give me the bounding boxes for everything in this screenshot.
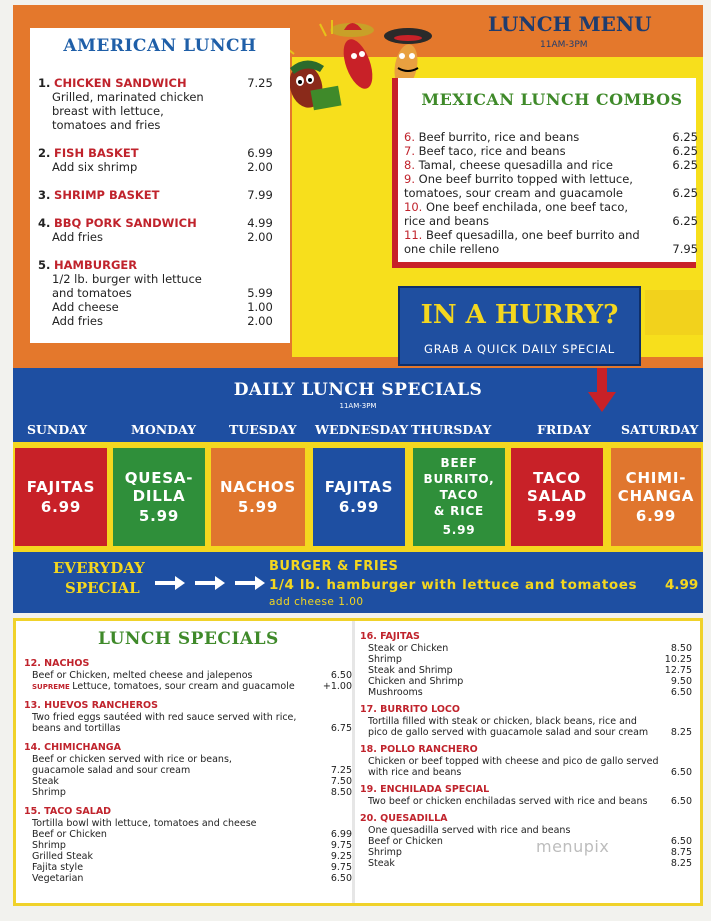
special-description: Beef or Chicken, melted cheese and jalepenos — [32, 670, 253, 681]
special-price: 8.50 — [670, 643, 692, 654]
special-description: Steak — [368, 858, 395, 869]
special-description: Steak and Shrimp — [368, 665, 453, 676]
special-description: Steak or Chicken — [368, 643, 449, 654]
special-price: 6.50 — [670, 767, 692, 778]
watermark: menupix — [536, 837, 610, 856]
special-name: BEEF BURRITO, TACO & RICE — [423, 455, 495, 518]
special-price: 8.25 — [670, 858, 692, 869]
special-tile-saturday — [611, 448, 701, 546]
special-price: +1.00 — [322, 681, 352, 692]
special-description: Shrimp — [368, 654, 402, 665]
right-arrows-icon — [155, 576, 275, 590]
special-tile-tuesday — [211, 448, 305, 546]
special-description: Mushrooms — [368, 687, 423, 698]
item-description: Add cheese — [52, 300, 119, 314]
item-price: 1.00 — [247, 300, 273, 314]
item-price: 6.99 — [247, 146, 273, 160]
item-description: rice and beans — [404, 214, 489, 228]
item-name: BBQ PORK SANDWICH — [54, 216, 197, 230]
days-row — [13, 422, 703, 444]
day-label: THURSDAY — [411, 422, 492, 437]
item-price: 7.25 — [247, 76, 273, 90]
lunch-specials-panel — [13, 618, 703, 906]
special-description: Beef or chicken served with rice or beans, — [32, 754, 232, 765]
special-price: 6.50 — [670, 836, 692, 847]
item-description: One beef enchilada, one beef taco, — [425, 200, 629, 214]
special-price: 6.75 — [330, 723, 352, 734]
special-description: guacamole salad and sour cream — [32, 765, 191, 776]
item-name: CHICKEN SANDWICH — [54, 76, 187, 90]
item-price: 6.25 — [672, 144, 698, 158]
item-number: 7. — [404, 144, 415, 158]
special-price: 12.75 — [664, 665, 692, 676]
everyday-item-price: 4.99 — [665, 577, 699, 593]
item-description: One beef burrito topped with lettuce, — [418, 172, 633, 186]
item-price: 4.99 — [247, 216, 273, 230]
item-description: Add fries — [52, 230, 103, 244]
special-description: Grilled Steak — [32, 851, 94, 862]
hurry-banner — [398, 286, 641, 366]
item-price: 2.00 — [247, 314, 273, 328]
day-label: SUNDAY — [27, 422, 88, 437]
item-description: one chile relleno — [404, 242, 500, 256]
item-number: 11. — [404, 228, 423, 242]
item-price: 6.25 — [672, 158, 698, 172]
column-divider — [352, 621, 355, 903]
special-heading: 16. FAJITAS — [360, 631, 420, 642]
special-price: 6.99 — [635, 506, 677, 525]
special-name: NACHOS — [219, 477, 297, 496]
item-description: Grilled, marinated chicken — [52, 90, 204, 104]
special-name: FAJITAS — [324, 477, 394, 496]
special-heading: 13. HUEVOS RANCHEROS — [24, 700, 158, 711]
special-description: Beef or Chicken — [368, 836, 443, 847]
special-heading: 19. ENCHILADA SPECIAL — [360, 784, 490, 795]
special-description: Chicken or beef topped with cheese and pico de gallo served — [368, 756, 659, 767]
special-line — [32, 787, 344, 799]
daily-specials-title: DAILY LUNCH SPECIALS — [233, 380, 483, 400]
special-description: Two beef or chicken enchiladas served with rice and beans — [368, 796, 648, 807]
special-description: Two fried eggs sautéed with red sauce served with rice, — [32, 712, 297, 723]
special-description: pico de gallo served with guacamole salad and sour cream — [368, 727, 649, 738]
special-description: Chicken and Shrimp — [368, 676, 464, 687]
special-name: QUESA- DILLA — [124, 468, 194, 505]
item-number: 8. — [404, 158, 415, 172]
item-number: 5. — [38, 258, 51, 272]
special-price: 7.25 — [330, 765, 352, 776]
special-price: 8.25 — [670, 727, 692, 738]
item-description: Beef quesadilla, one beef burrito and — [425, 228, 640, 242]
special-tile-wednesday — [313, 448, 405, 546]
special-price: 6.50 — [670, 687, 692, 698]
special-description: Tortilla filled with steak or chicken, black beans, rice and — [368, 716, 637, 727]
special-price: 10.25 — [664, 654, 692, 665]
item-number: 4. — [38, 216, 51, 230]
special-description: One quesadilla served with rice and beans — [368, 825, 571, 836]
everyday-item-title: BURGER & FRIES — [269, 559, 399, 574]
special-price: 6.99 — [338, 497, 380, 516]
special-tile-monday — [113, 448, 205, 546]
special-tile-thursday — [413, 448, 505, 546]
item-number: 1. — [38, 76, 51, 90]
everyday-special-label — [53, 558, 145, 598]
item-price: 6.25 — [672, 186, 698, 200]
special-line — [32, 723, 344, 735]
special-heading: 20. QUESADILLA — [360, 813, 448, 824]
special-price: 6.50 — [330, 670, 352, 681]
day-label: MONDAY — [131, 422, 196, 437]
special-description: Fajita style — [32, 862, 84, 873]
mexican-combos-panel — [392, 78, 696, 268]
day-label: WEDNESDAY — [315, 422, 409, 437]
daily-specials-hours: 11AM-3PM — [339, 402, 377, 410]
supreme-label: SUPREME — [32, 683, 73, 691]
item-price: 2.00 — [247, 230, 273, 244]
special-description: Vegetarian — [32, 873, 84, 884]
special-heading: 14. CHIMICHANGA — [24, 742, 121, 753]
item-name: SHRIMP BASKET — [54, 188, 160, 202]
special-description: with rice and beans — [368, 767, 462, 778]
special-price: 5.99 — [442, 522, 476, 537]
item-number: 2. — [38, 146, 51, 160]
item-price: 7.99 — [247, 188, 273, 202]
item-description: tomatoes, sour cream and guacamole — [404, 186, 623, 200]
item-price: 2.00 — [247, 160, 273, 174]
special-price: 9.50 — [670, 676, 692, 687]
item-description: tomatoes and fries — [52, 118, 161, 132]
item-description: Beef taco, rice and beans — [418, 144, 566, 158]
everyday-item-extra: add cheese 1.00 — [269, 596, 364, 608]
hurry-headline: IN A HURRY? — [420, 300, 619, 330]
special-description: Tortilla bowl with lettuce, tomatoes and cheese — [32, 818, 257, 829]
special-price: 9.25 — [330, 851, 352, 862]
special-heading: 17. BURRITO LOCO — [360, 704, 460, 715]
item-description: Beef burrito, rice and beans — [418, 130, 580, 144]
special-heading: 15. TACO SALAD — [24, 806, 112, 817]
special-line — [32, 681, 344, 693]
special-tile-friday — [511, 448, 603, 546]
day-label: SATURDAY — [621, 422, 699, 437]
special-tile-sunday — [15, 448, 107, 546]
american-lunch-title: AMERICAN LUNCH — [63, 36, 257, 56]
special-description: Shrimp — [368, 847, 402, 858]
special-description: Lettuce, tomatoes, sour cream and guacamole — [72, 681, 295, 692]
special-price: 5.99 — [138, 506, 180, 525]
everyday-item-description: 1/4 lb. hamburger with lettuce and tomatoes — [269, 577, 638, 593]
special-description: Steak — [32, 776, 59, 787]
menu-title: LUNCH MENU — [488, 12, 652, 36]
item-price: 6.25 — [672, 214, 698, 228]
special-name: FAJITAS — [26, 477, 96, 496]
item-number: 9. — [404, 172, 415, 186]
day-label: FRIDAY — [537, 422, 591, 437]
item-description: 1/2 lb. burger with lettuce — [52, 272, 202, 286]
item-price: 7.95 — [672, 242, 698, 256]
menu-hours: 11AM-3PM — [540, 40, 588, 50]
lunch-specials-title: LUNCH SPECIALS — [98, 629, 279, 649]
specials-band — [13, 442, 703, 552]
special-name: TACO SALAD — [526, 468, 588, 505]
special-description: Beef or Chicken — [32, 829, 107, 840]
daily-specials-panel — [13, 368, 703, 613]
special-price: 5.99 — [536, 506, 578, 525]
item-name: FISH BASKET — [54, 146, 139, 160]
special-price: 6.99 — [40, 497, 82, 516]
item-price: 5.99 — [247, 286, 273, 300]
special-price: 6.99 — [330, 829, 352, 840]
special-price: 5.99 — [237, 497, 279, 516]
everyday-label-line: SPECIAL — [65, 579, 140, 597]
item-number: 6. — [404, 130, 415, 144]
item-number: 3. — [38, 188, 51, 202]
special-heading: 18. POLLO RANCHERO — [360, 744, 478, 755]
special-heading: 12. NACHOS — [24, 658, 90, 669]
special-line — [32, 873, 344, 885]
special-price: 6.50 — [330, 873, 352, 884]
item-description: Add six shrimp — [52, 160, 138, 174]
yellow-accent — [645, 290, 703, 335]
mexican-combos-title: MEXICAN LUNCH COMBOS — [421, 90, 683, 109]
american-lunch-panel — [30, 28, 290, 343]
special-name: CHIMI- CHANGA — [617, 468, 695, 505]
item-name: HAMBURGER — [54, 258, 138, 272]
hurry-subtitle: GRAB A QUICK DAILY SPECIAL — [424, 342, 615, 356]
special-price: 9.75 — [330, 862, 352, 873]
item-description: and tomatoes — [52, 286, 132, 300]
special-description: Shrimp — [32, 840, 66, 851]
special-price: 6.50 — [670, 796, 692, 807]
item-description: breast with lettuce, — [52, 104, 164, 118]
special-description: beans and tortillas — [32, 723, 121, 734]
day-label: TUESDAY — [229, 422, 297, 437]
special-price: 8.75 — [670, 847, 692, 858]
item-number: 10. — [404, 200, 423, 214]
everyday-label-line: EVERYDAY — [53, 559, 145, 577]
special-price: 9.75 — [330, 840, 352, 851]
special-price: 8.50 — [330, 787, 352, 798]
special-description: Shrimp — [32, 787, 66, 798]
item-description: Tamal, cheese quesadilla and rice — [418, 158, 613, 172]
special-price: 7.50 — [330, 776, 352, 787]
item-price: 6.25 — [672, 130, 698, 144]
item-description: Add fries — [52, 314, 103, 328]
